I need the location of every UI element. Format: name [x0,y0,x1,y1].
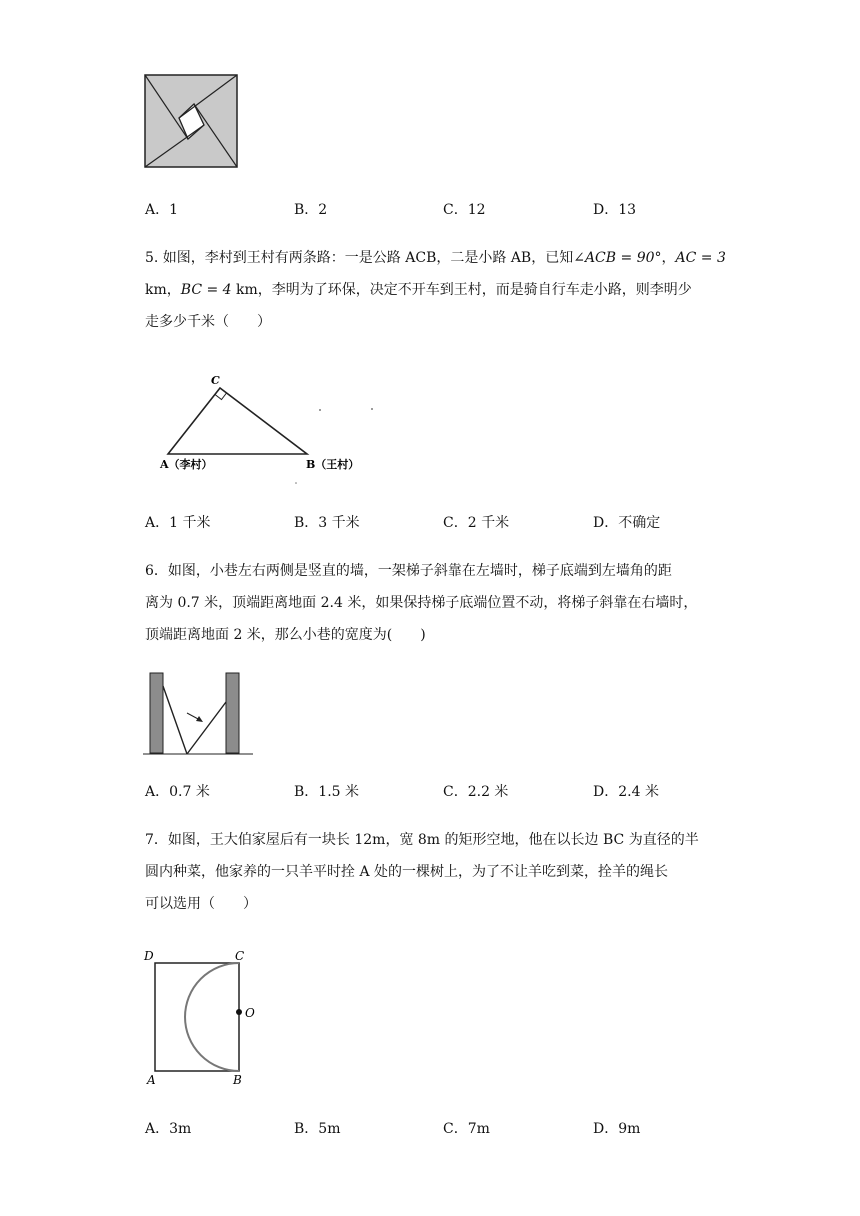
q4-square-figure [143,73,239,169]
q5-question-line-3: 走多少千米（ ） [145,314,271,330]
q5-option-c: C．2 千米 [443,515,510,531]
q6-option-a: A．0.7 米 [145,784,210,800]
q5-question-line-1: 5. 如图，李村到王村有两条路：一是公路 ACB，二是小路 AB，已知∠ACB = 90°，AC = 3 [145,250,726,266]
q6-option-c: C．2.2 米 [443,784,509,800]
q5-question-line-2: km，BC = 4 km，李明为了环保，决定不开车到王村，而是骑自行车走小路，则李明少 [145,282,692,298]
q4-option-a: A．1 [145,202,179,218]
q6-question-line-2: 离为 0.7 米，顶端距离地面 2.4 米，如果保持梯子底端位置不动，将梯子斜靠在右墙时， [145,595,698,611]
q7-option-a: A．3m [145,1121,192,1137]
q5-option-b: B．3 千米 [294,515,360,531]
q4-option-b: B．2 [294,202,328,218]
q7-question-line-3: 可以选用（ ） [145,896,257,912]
q7-option-d: D．9m [593,1121,641,1137]
q5-triangle-figure [150,370,390,485]
q7-label-a: A [147,1073,156,1087]
q4-option-c: C．12 [443,202,486,218]
q7-question-line-2: 圆内种菜，他家养的一只羊平时拴 A 处的一棵树上，为了不让羊吃到菜，拴羊的绳长 [145,864,669,880]
q7-option-c: C．7m [443,1121,490,1137]
q7-option-b: B．5m [294,1121,341,1137]
q5-option-a: A．1 千米 [145,515,211,531]
q6-option-d: D．2.4 米 [593,784,659,800]
q6-option-b: B．1.5 米 [294,784,360,800]
q7-question-line-1: 7．如图，王大伯家屋后有一块长 12m，宽 8m 的矩形空地，他在以长边 BC 为直径的半 [145,832,699,848]
q7-label-c: C [235,949,245,963]
q4-option-d: D．13 [593,202,637,218]
q7-label-d: D [144,949,154,963]
q5-label-c: C [211,374,220,387]
q5-option-d: D．不确定 [593,515,661,531]
q6-question-line-1: 6．如图，小巷左右两侧是竖直的墙，一架梯子斜靠在左墙时，梯子底端到左墙角的距 [145,563,672,579]
q7-label-o: O [245,1006,255,1020]
q7-rectangle-figure [143,945,263,1087]
q7-label-b: B [233,1073,242,1087]
q6-question-line-3: 顶端距离地面 2 米，那么小巷的宽度为( ) [145,627,426,643]
q5-label-b: B（王村） [306,458,360,471]
q5-label-a: A（李村） [160,458,213,471]
q6-alley-figure [143,670,255,760]
